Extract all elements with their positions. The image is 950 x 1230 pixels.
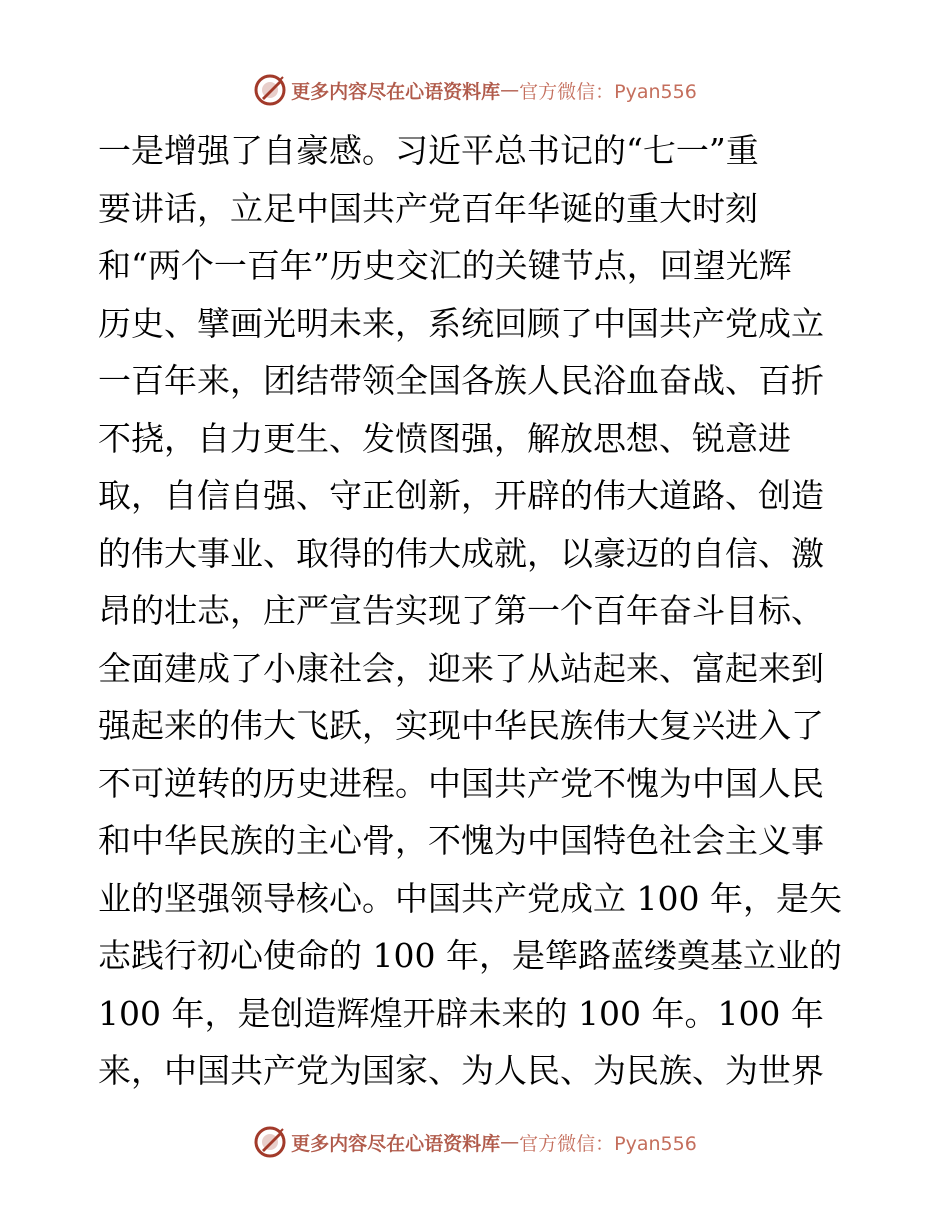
body-line: 强起来的伟大飞跃，实现中华民族伟大复兴进入了	[98, 706, 824, 745]
body-line: 不挠，自力更生、发愤图强，解放思想、锐意进	[98, 418, 791, 458]
body-line: 一是增强了自豪感。习近平总书记的“七一”重	[98, 131, 759, 170]
body-line: 要讲话，立足中国共产党百年华诞的重大时刻	[98, 188, 758, 228]
body-line: 不可逆转的历史进程。中国共产党不愧为中国人民	[98, 763, 824, 803]
quill-circle-logo-icon	[253, 1125, 287, 1159]
header-watermark	[0, 72, 950, 108]
body-line: 志践行初心使命的 100 年，是筚路蓝缕奠基立业的	[98, 936, 842, 975]
footer-watermark	[0, 1124, 950, 1160]
body-line: 历史、擘画光明未来，系统回顾了中国共产党成立	[98, 303, 824, 343]
body-line: 全面建成了小康社会，迎来了从站起来、富起来到	[98, 648, 824, 688]
document-body	[98, 122, 858, 1100]
watermark-separator: —	[500, 1131, 520, 1153]
quill-circle-logo-icon	[253, 73, 287, 107]
body-line: 一百年来，团结带领全国各族人民浴血奋战、百折	[98, 361, 824, 400]
watermark-brand: 更多内容尽在心语资料库	[291, 1132, 501, 1155]
body-line: 业的坚强领导核心。中国共产党成立 100 年，是矢	[98, 878, 842, 918]
watermark-contact: 官方微信：Pyan556	[519, 1132, 697, 1155]
watermark-contact: 官方微信：Pyan556	[519, 80, 697, 103]
body-line: 来，中国共产党为国家、为人民、为民族、为世界	[98, 1051, 824, 1090]
watermark-brand: 更多内容尽在心语资料库	[291, 80, 501, 103]
body-line: 和“两个一百年”历史交汇的关键节点，回望光辉	[98, 246, 792, 285]
body-line: 的伟大事业、取得的伟大成就，以豪迈的自信、激	[98, 533, 824, 573]
body-line: 昂的壮志，庄严宣告实现了第一个百年奋斗目标、	[98, 591, 824, 630]
body-line: 和中华民族的主心骨，不愧为中国特色社会主义事	[98, 821, 824, 860]
body-line: 取，自信自强、守正创新，开辟的伟大道路、创造	[98, 476, 824, 515]
body-line: 100 年，是创造辉煌开辟未来的 100 年。100 年	[98, 993, 824, 1033]
watermark-separator: —	[500, 79, 520, 101]
